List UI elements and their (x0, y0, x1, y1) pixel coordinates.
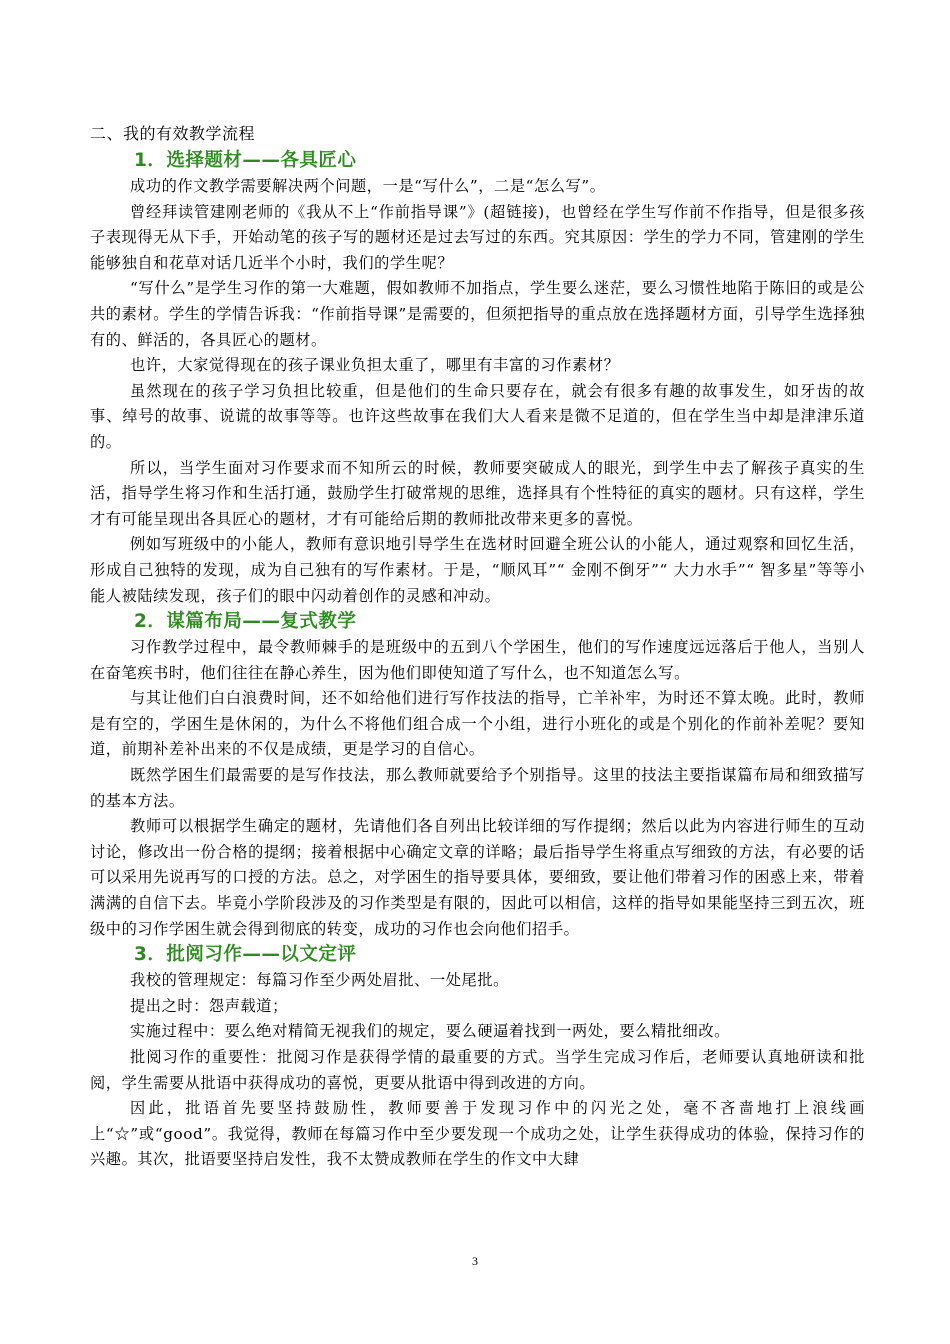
paragraph: 因此，批语首先要坚持鼓励性，教师要善于发现习作中的闪光之处，毫不吝啬地打上浪线画上“☆”或“good”。我觉得，教师在每篇习作中至少要发现一个成功之处，让学生获得成功的体验，保持习作的兴趣。其次，批语要坚持启发性，我不太赞成教师在学生的作文中大肆 (90, 1099, 865, 1169)
paragraph: 习作教学过程中，最令教师棘手的是班级中的五到八个学困生，他们的写作速度远远落后于他人，当别人在奋笔疾书时，他们往往在静心养生，因为他们即使知道了写什么，也不知道怎么写。 (90, 638, 865, 682)
paragraph: 虽然现在的孩子学习负担比较重，但是他们的生命只要存在，就会有很多有趣的故事发生，如牙齿的故事、绰号的故事、说谎的故事等等。也许这些故事在我们大人看来是微不足道的，但在学生当中却是津津乐道的。 (90, 381, 865, 451)
paragraph: 既然学困生们最需要的是写作技法，那么教师就要给予个别指导。这里的技法主要指谋篇布局和细致描写的基本方法。 (90, 766, 865, 810)
page-number: 3 (472, 1254, 478, 1268)
heading-choose-topic: 1．选择题材——各具匠心 (134, 150, 357, 171)
paragraph: 与其让他们白白浪费时间，还不如给他们进行写作技法的指导，亡羊补牢，为时还不算太晚。此时，教师是有空的，学困生是休闲的，为什么不将他们组合成一个小组，进行小班化的或是个别化的作前补差呢？要知道，前期补差补出来的不仅是成绩，更是学习的自信心。 (90, 689, 865, 759)
paragraph: 成功的作文教学需要解决两个问题，一是“写什么”，二是“怎么写”。 (130, 177, 606, 195)
paragraph: 曾经拜读管建刚老师的《我从不上“作前指导课”》(超链接)，也曾经在学生写作前不作指导，但是很多孩子表现得无从下手，开始动笔的孩子写的题材还是过去写过的东西。究其原因：学生的学力不同，管建刚的学生能够独自和花草对话几近半个小时，我们的学生呢？ (90, 202, 865, 272)
paragraph: 我校的管理规定：每篇习作至少两处眉批、一处尾批。 (130, 971, 509, 990)
heading-review-essays: 3．批阅习作——以文定评 (134, 944, 357, 966)
paragraph: 例如写班级中的小能人，教师有意识地引导学生在选材时回避全班公认的小能人，通过观察和回忆生活，形成自己独特的发现，成为自己独有的写作素材。于是，“顺风耳”“ 金刚不倒牙”“ 大力水手”“ 智多星”等等小能人被陆续发现，孩子们的眼中闪动着创作的灵感和冲动。 (90, 535, 865, 605)
paragraph: “写什么”是学生习作的第一大难题，假如教师不加指点，学生要么迷茫，要么习惯性地陷于陈旧的或是公共的素材。学生的学情告诉我：“作前指导课”是需要的，但须把指导的重点放在选择题材方面，引导学生选择独有的、鲜活的，各具匠心的题材。 (90, 279, 865, 349)
page-content (90, 122, 865, 1173)
paragraph: 提出之时：怨声载道； (130, 996, 288, 1015)
paragraph: 也许，大家觉得现在的孩子课业负担太重了，哪里有丰富的习作素材？ (130, 356, 620, 375)
paragraph: 批阅习作的重要性：批阅习作是获得学情的最重要的方式。当学生完成习作后，老师要认真地研读和批阅，学生需要从批语中获得成功的喜悦，更要从批语中得到改进的方向。 (90, 1048, 865, 1092)
paragraph: 所以，当学生面对习作要求而不知所云的时候，教师要突破成人的眼光，到学生中去了解孩子真实的生活，指导学生将习作和生活打通，鼓励学生打破常规的思维，选择具有个性特征的真实的题材。只有这样，学生才有可能呈现出各具匠心的题材，才有可能给后期的教师批改带来更多的喜悦。 (90, 458, 865, 528)
section-title: 二、我的有效教学流程 (90, 124, 256, 143)
heading-layout-planning: 2．谋篇布局——复式教学 (134, 611, 357, 633)
paragraph: 教师可以根据学生确定的题材，先请他们各自列出比较详细的写作提纲；然后以此为内容进行师生的互动讨论，修改出一份合格的提纲；接着根据中心确定文章的详略；最后指导学生将重点写细致的方法，有必要的话可以采用先说再写的口授的方法。总之，对学困生的指导要具体，要细致，要让他们带着习作的困惑上来，带着满满的自信下去。毕竟小学阶段涉及的习作类型是有限的，因此可以相信，这样的指导如果能坚持三到五次，班级中的习作学困生就会得到彻底的转变，成功的习作也会向他们招手。 (90, 817, 865, 938)
paragraph: 实施过程中：要么绝对精简无视我们的规定，要么硬逼着找到一两处，要么精批细改。 (130, 1022, 730, 1041)
